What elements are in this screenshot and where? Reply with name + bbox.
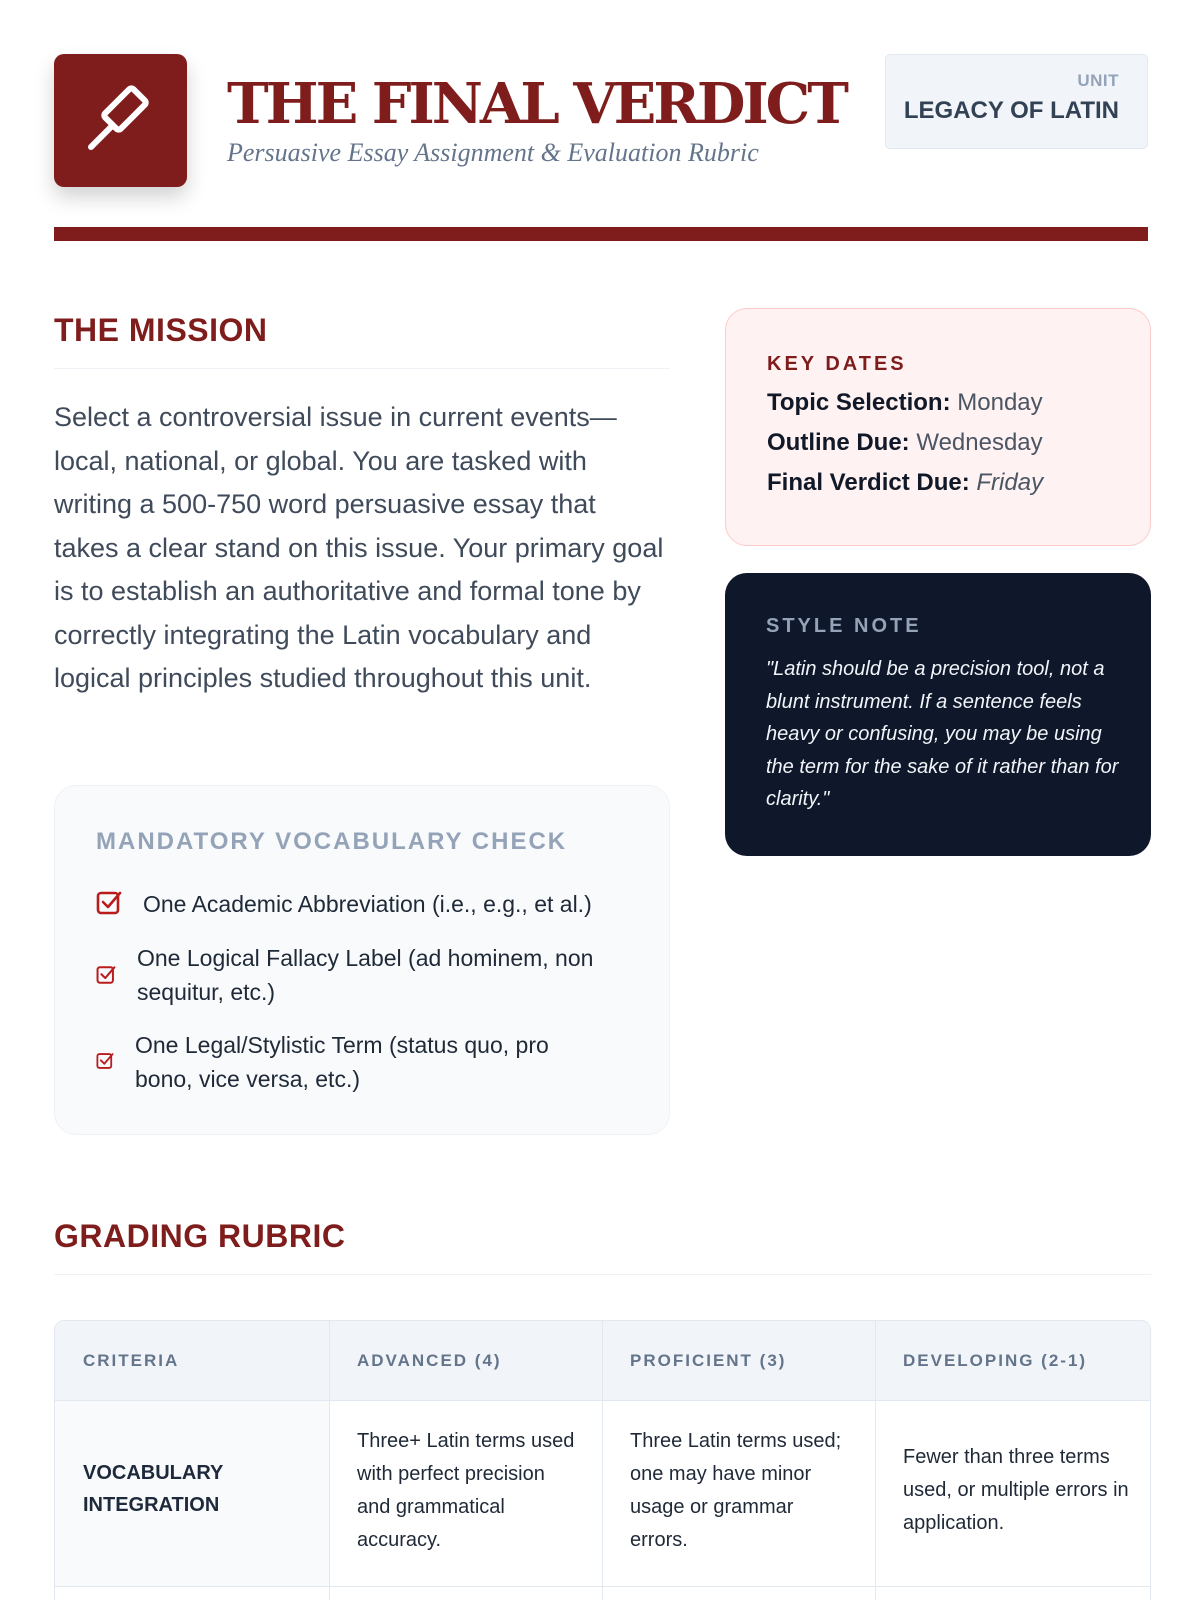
date-label: Final Verdict Due: [767,469,970,496]
criteria-label: VOCABULARY INTEGRATION [83,1462,224,1516]
key-dates-title: KEY DATES [767,353,907,375]
date-label: Outline Due: [767,429,910,456]
logo [54,54,187,187]
date-value: Wednesday [916,429,1043,456]
unit-label: UNIT [1077,71,1119,90]
page-subtitle: Persuasive Essay Assignment & Evaluation Rubric [227,138,759,167]
rubric-table [54,1320,1151,1600]
vocabulary-item: One Logical Fallacy Label (ad hominem, non sequitur, etc.) [137,945,594,1005]
column-header: ADVANCED (4) [357,1351,502,1370]
date-row [767,469,1043,497]
mission-divider [54,368,670,369]
checkbox-icon [96,890,122,916]
date-row [767,429,1043,457]
vocabulary-item: One Academic Abbreviation (i.e., e.g., et al.) [143,891,592,917]
gavel-icon [81,81,161,161]
date-value: Friday [976,469,1044,496]
date-label: Topic Selection: [767,389,951,416]
style-note-text: "Latin should be a precision tool, not a blunt instrument. If a sentence feels heavy or confusing, you may be using the term for the sake of it rather than for clarity." [766,658,1119,810]
header-divider [54,227,1148,241]
rubric-title: GRADING RUBRIC [54,1218,346,1254]
vocabulary-check-title: MANDATORY VOCABULARY CHECK [96,828,568,855]
style-note-title: STYLE NOTE [766,615,922,637]
checkbox-icon [96,965,116,985]
developing-cell: Fewer than three terms used, or multiple errors in application. [903,1446,1129,1534]
column-header: PROFICIENT (3) [630,1351,787,1370]
vocabulary-check-box [54,785,670,1135]
checkbox-icon [96,1052,114,1070]
unit-value: LEGACY OF LATIN [903,97,1119,124]
mission-title: THE MISSION [54,312,268,348]
date-row [767,389,1043,417]
unit-badge [885,54,1148,149]
style-note-box [725,573,1151,856]
proficient-cell: Three Latin terms used; one may have minor usage or grammar errors. [630,1430,842,1551]
advanced-cell: Three+ Latin terms used with perfect precision and grammatical accuracy. [357,1430,575,1551]
page-title: THE FINAL VERDICT [227,71,846,137]
date-value: Monday [957,389,1043,416]
column-header: DEVELOPING (2-1) [903,1351,1088,1370]
key-dates-box [725,308,1151,546]
mission-text: Select a controversial issue in current events—local, national, or global. You are tasked with writing a 500-750 word persuasive essay that takes a clear stand on this issue. Your primary goal is to establish an authoritative and formal tone by correctly integrating the Latin vocabulary and logical principles studied throughout this unit. [54,402,664,693]
rubric-divider [54,1274,1151,1275]
header [54,54,1148,187]
column-header: CRITERIA [83,1351,180,1370]
vocabulary-item: One Legal/Stylistic Term (status quo, pro bono, vice versa, etc.) [135,1032,549,1092]
